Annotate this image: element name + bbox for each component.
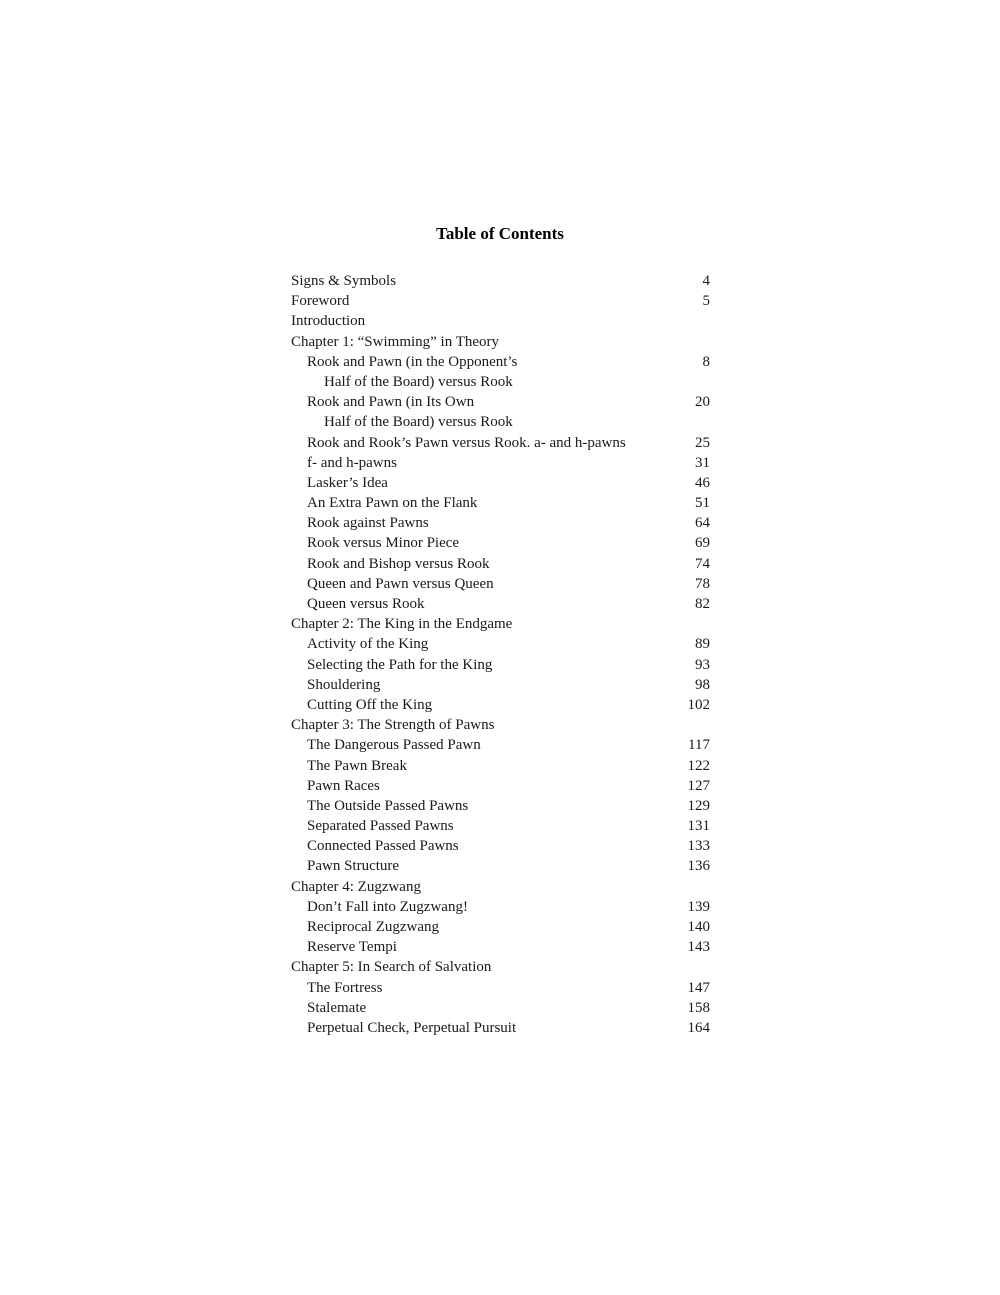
toc-entry-label: Separated Passed Pawns: [307, 818, 454, 835]
toc-page-number: 158: [687, 999, 710, 1016]
toc-section-entry[interactable]: [291, 433, 711, 453]
toc-section-entry[interactable]: [291, 897, 711, 917]
toc-section-entry[interactable]: [291, 352, 711, 372]
toc-entry-label: Reciprocal Zugzwang: [307, 919, 440, 935]
toc-page-number: 93: [695, 656, 710, 673]
toc-section-entry[interactable]: [291, 675, 711, 695]
toc-section-entry[interactable]: [291, 533, 711, 553]
toc-section-entry[interactable]: [291, 796, 711, 816]
toc-entry-label: Perpetual Check, Perpetual Pursuit: [307, 1019, 517, 1036]
toc-page-number: 74: [695, 555, 710, 572]
toc-entry-label: Rook and Pawn (in Its Own: [307, 394, 475, 411]
toc-page-number: 131: [687, 818, 710, 835]
toc-entry-label: Rook and Rook’s Pawn versus Rook. a- and h-pawns: [307, 434, 626, 451]
toc-entry-label: Shouldering: [307, 676, 381, 693]
toc-page-number: 127: [687, 777, 710, 794]
toc-section-entry[interactable]: [291, 937, 711, 957]
toc-chapter-entry[interactable]: [291, 877, 711, 897]
toc-chapter-entry[interactable]: [291, 332, 711, 352]
toc-page-number: 69: [695, 535, 710, 552]
toc-section-entry[interactable]: [291, 1018, 711, 1038]
toc-entry-label: Rook and Pawn (in the Opponent’s: [307, 353, 518, 370]
toc-chapter-entry[interactable]: [291, 715, 711, 735]
toc-entry-label: Rook versus Minor Piece: [307, 535, 460, 552]
toc-page-number: 129: [687, 797, 710, 814]
toc-entry-label: Pawn Races: [307, 777, 380, 794]
toc-page-number: 78: [695, 575, 710, 592]
toc-entry-label: Signs & Symbols: [291, 273, 397, 289]
toc-page-number: 147: [687, 979, 710, 996]
toc-page-number: 82: [695, 596, 710, 612]
toc-entry-label: Pawn Structure: [307, 858, 400, 875]
toc-section-entry[interactable]: [291, 756, 711, 776]
toc-section-entry[interactable]: [291, 978, 711, 998]
toc-section-entry[interactable]: [291, 453, 711, 473]
toc-entry-label: Rook and Bishop versus Rook: [307, 555, 490, 572]
toc-page-number: 136: [687, 858, 710, 875]
toc-entry-label: Don’t Fall into Zugzwang!: [307, 898, 468, 915]
toc-entry-label: Connected Passed Pawns: [307, 838, 459, 855]
toc-page-number: 89: [695, 636, 710, 653]
toc-page-number: 133: [687, 838, 710, 855]
toc-section-entry[interactable]: [291, 695, 711, 715]
toc-section-entry[interactable]: [291, 735, 711, 755]
toc-entry-label: Rook against Pawns: [307, 515, 429, 532]
toc-entry-label: Cutting Off the King: [307, 696, 433, 713]
toc-page-number: 25: [695, 434, 710, 451]
toc-chapter-entry[interactable]: [291, 271, 711, 291]
toc-page-number: 139: [687, 898, 710, 915]
toc-entry-label: Stalemate: [307, 999, 367, 1016]
toc-chapter-entry[interactable]: [291, 291, 711, 311]
toc-section-entry[interactable]: [291, 594, 711, 614]
toc-section-entry[interactable]: [291, 473, 711, 493]
page-title: Table of Contents: [436, 224, 564, 244]
toc-section-entry[interactable]: [291, 917, 711, 937]
toc-section-entry[interactable]: [291, 554, 711, 574]
toc-entry-label: The Pawn Break: [307, 757, 407, 774]
toc-section-entry[interactable]: [291, 816, 711, 836]
table-of-contents: [291, 271, 711, 1038]
toc-page-number: 51: [695, 495, 710, 512]
toc-page-number: 117: [688, 737, 710, 754]
toc-chapter-entry[interactable]: [291, 957, 711, 977]
toc-entry-label: The Fortress: [307, 979, 383, 996]
toc-section-entry[interactable]: [291, 493, 711, 513]
toc-page-number: 20: [695, 394, 710, 411]
toc-entry-label: Reserve Tempi: [307, 939, 397, 956]
toc-chapter-entry[interactable]: [291, 614, 711, 634]
toc-entry-label: Chapter 3: The Strength of Pawns: [291, 717, 495, 734]
toc-entry-label: Queen and Pawn versus Queen: [307, 575, 494, 592]
toc-entry-label: An Extra Pawn on the Flank: [307, 495, 478, 512]
toc-entry-label: Queen versus Rook: [307, 596, 425, 612]
toc-entry-label: Chapter 5: In Search of Salvation: [291, 959, 492, 976]
toc-page-number: 102: [687, 696, 710, 713]
toc-section-entry[interactable]: [291, 372, 711, 392]
toc-entry-label: Chapter 2: The King in the Endgame: [291, 616, 513, 633]
toc-section-entry[interactable]: [291, 574, 711, 594]
toc-page-number: 31: [695, 454, 710, 471]
toc-entry-label: The Outside Passed Pawns: [307, 797, 469, 814]
toc-section-entry[interactable]: [291, 836, 711, 856]
toc-page-number: 143: [687, 939, 710, 956]
toc-page-number: 98: [695, 676, 710, 693]
toc-section-entry[interactable]: [291, 998, 711, 1018]
toc-entry-label: Foreword: [291, 293, 350, 310]
toc-section-entry[interactable]: [291, 634, 711, 654]
toc-page-number: 164: [687, 1019, 710, 1036]
toc-entry-label: Introduction: [291, 313, 366, 330]
toc-section-entry[interactable]: [291, 856, 711, 876]
toc-entry-label: Activity of the King: [307, 636, 429, 653]
toc-page-number: 46: [695, 474, 710, 491]
toc-entry-label: Chapter 4: Zugzwang: [291, 878, 421, 895]
toc-page-number: 5: [702, 293, 710, 310]
toc-entry-label: The Dangerous Passed Pawn: [307, 737, 481, 754]
toc-section-entry[interactable]: [291, 776, 711, 796]
toc-entry-label: Lasker’s Idea: [307, 474, 388, 491]
toc-section-entry[interactable]: [291, 392, 711, 412]
toc-page-number: 4: [702, 273, 710, 289]
toc-chapter-entry[interactable]: [291, 311, 711, 331]
toc-entry-label: Selecting the Path for the King: [307, 656, 493, 673]
toc-page-number: 140: [687, 919, 710, 935]
toc-page-number: 64: [695, 515, 710, 532]
toc-page-number: 122: [687, 757, 710, 774]
toc-section-entry[interactable]: [291, 412, 711, 432]
toc-entry-label: Half of the Board) versus Rook: [324, 373, 513, 390]
toc-page-number: 8: [702, 353, 710, 370]
toc-entry-label: Half of the Board) versus Rook: [324, 414, 513, 431]
toc-section-entry[interactable]: [291, 655, 711, 675]
toc-entry-label: f- and h-pawns: [307, 454, 397, 471]
toc-section-entry[interactable]: [291, 513, 711, 533]
toc-entry-label: Chapter 1: “Swimming” in Theory: [291, 333, 500, 350]
